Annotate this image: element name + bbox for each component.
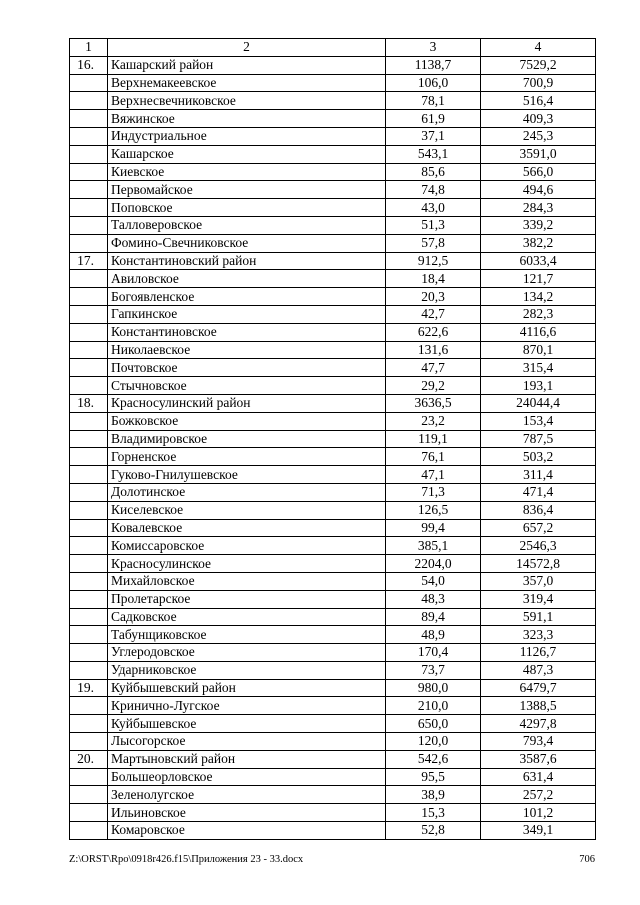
table-row [70, 56, 596, 74]
value-col4-cell: 284,3 [481, 199, 596, 217]
name-cell: Киселевское [108, 501, 386, 519]
value-col4-cell: 494,6 [481, 181, 596, 199]
row-number-cell [70, 234, 108, 252]
table-row [70, 697, 596, 715]
value-col4-cell: 700,9 [481, 74, 596, 92]
row-number-cell [70, 768, 108, 786]
table-row [70, 288, 596, 306]
value-col4-cell: 134,2 [481, 288, 596, 306]
row-number-cell [70, 572, 108, 590]
row-number-cell [70, 377, 108, 395]
table-row [70, 163, 596, 181]
table-row [70, 501, 596, 519]
row-number-cell [70, 448, 108, 466]
row-number-cell [70, 270, 108, 288]
header-cell-4: 4 [481, 39, 596, 57]
value-col4-cell: 787,5 [481, 430, 596, 448]
row-number-cell [70, 590, 108, 608]
name-cell: Первомайское [108, 181, 386, 199]
table-row [70, 199, 596, 217]
table-row [70, 127, 596, 145]
value-col4-cell: 257,2 [481, 786, 596, 804]
name-cell: Красносулинское [108, 555, 386, 573]
value-col4-cell: 793,4 [481, 733, 596, 751]
value-col4-cell: 339,2 [481, 216, 596, 234]
value-col3-cell: 43,0 [386, 199, 481, 217]
table-row [70, 341, 596, 359]
table-row [70, 323, 596, 341]
value-col4-cell: 631,4 [481, 768, 596, 786]
value-col3-cell: 543,1 [386, 145, 481, 163]
name-cell: Поповское [108, 199, 386, 217]
table-row [70, 733, 596, 751]
value-col4-cell: 357,0 [481, 572, 596, 590]
value-col3-cell: 120,0 [386, 733, 481, 751]
value-col3-cell: 23,2 [386, 412, 481, 430]
value-col3-cell: 51,3 [386, 216, 481, 234]
row-number-cell [70, 501, 108, 519]
name-cell: Кашарское [108, 145, 386, 163]
header-cell-1: 1 [70, 39, 108, 57]
row-number-cell [70, 145, 108, 163]
row-number-cell [70, 715, 108, 733]
row-number-cell: 19. [70, 679, 108, 697]
table-row [70, 661, 596, 679]
table-row [70, 679, 596, 697]
name-cell: Куйбышевский район [108, 679, 386, 697]
table-row [70, 216, 596, 234]
name-cell: Углеродовское [108, 644, 386, 662]
name-cell: Пролетарское [108, 590, 386, 608]
value-col3-cell: 73,7 [386, 661, 481, 679]
value-col3-cell: 1138,7 [386, 56, 481, 74]
row-number-cell [70, 537, 108, 555]
value-col3-cell: 650,0 [386, 715, 481, 733]
value-col4-cell: 870,1 [481, 341, 596, 359]
row-number-cell [70, 608, 108, 626]
table-row [70, 394, 596, 412]
value-col3-cell: 170,4 [386, 644, 481, 662]
name-cell: Мартыновский район [108, 750, 386, 768]
value-col4-cell: 193,1 [481, 377, 596, 395]
name-cell: Вяжинское [108, 110, 386, 128]
value-col4-cell: 566,0 [481, 163, 596, 181]
value-col3-cell: 980,0 [386, 679, 481, 697]
value-col3-cell: 89,4 [386, 608, 481, 626]
value-col4-cell: 516,4 [481, 92, 596, 110]
name-cell: Лысогорское [108, 733, 386, 751]
row-number-cell [70, 430, 108, 448]
value-col3-cell: 48,3 [386, 590, 481, 608]
row-number-cell [70, 697, 108, 715]
table-row [70, 626, 596, 644]
row-number-cell [70, 822, 108, 840]
value-col3-cell: 210,0 [386, 697, 481, 715]
name-cell: Михайловское [108, 572, 386, 590]
value-col3-cell: 29,2 [386, 377, 481, 395]
value-col4-cell: 323,3 [481, 626, 596, 644]
value-col3-cell: 52,8 [386, 822, 481, 840]
footer-page-number: 706 [579, 854, 595, 865]
name-cell: Зеленолугское [108, 786, 386, 804]
table-row [70, 181, 596, 199]
row-number-cell [70, 92, 108, 110]
table-row [70, 483, 596, 501]
value-col3-cell: 47,1 [386, 466, 481, 484]
row-number-cell [70, 110, 108, 128]
table-row [70, 145, 596, 163]
value-col3-cell: 3636,5 [386, 394, 481, 412]
table-row [70, 359, 596, 377]
value-col3-cell: 57,8 [386, 234, 481, 252]
value-col4-cell: 7529,2 [481, 56, 596, 74]
row-number-cell [70, 288, 108, 306]
row-number-cell [70, 74, 108, 92]
name-cell: Талловеровское [108, 216, 386, 234]
table-row [70, 555, 596, 573]
table-row [70, 804, 596, 822]
value-col4-cell: 101,2 [481, 804, 596, 822]
row-number-cell [70, 305, 108, 323]
table-row [70, 519, 596, 537]
value-col3-cell: 119,1 [386, 430, 481, 448]
value-col4-cell: 503,2 [481, 448, 596, 466]
name-cell: Гапкинское [108, 305, 386, 323]
row-number-cell [70, 555, 108, 573]
value-col4-cell: 591,1 [481, 608, 596, 626]
table-row [70, 572, 596, 590]
table-row [70, 466, 596, 484]
row-number-cell: 18. [70, 394, 108, 412]
value-col4-cell: 836,4 [481, 501, 596, 519]
value-col3-cell: 126,5 [386, 501, 481, 519]
value-col3-cell: 18,4 [386, 270, 481, 288]
value-col3-cell: 76,1 [386, 448, 481, 466]
value-col3-cell: 912,5 [386, 252, 481, 270]
header-cell-3: 3 [386, 39, 481, 57]
value-col3-cell: 106,0 [386, 74, 481, 92]
name-cell: Стычновское [108, 377, 386, 395]
table-row [70, 74, 596, 92]
table-row [70, 768, 596, 786]
value-col4-cell: 319,4 [481, 590, 596, 608]
header-cell-2: 2 [108, 39, 386, 57]
value-col4-cell: 471,4 [481, 483, 596, 501]
row-number-cell [70, 127, 108, 145]
name-cell: Ударниковское [108, 661, 386, 679]
value-col3-cell: 42,7 [386, 305, 481, 323]
row-number-cell [70, 323, 108, 341]
table-row [70, 234, 596, 252]
value-col4-cell: 1388,5 [481, 697, 596, 715]
name-cell: Куйбышевское [108, 715, 386, 733]
value-col4-cell: 3587,6 [481, 750, 596, 768]
value-col3-cell: 20,3 [386, 288, 481, 306]
row-number-cell [70, 661, 108, 679]
row-number-cell [70, 412, 108, 430]
name-cell: Горненское [108, 448, 386, 466]
name-cell: Кринично-Лугское [108, 697, 386, 715]
value-col3-cell: 48,9 [386, 626, 481, 644]
name-cell: Садковское [108, 608, 386, 626]
value-col4-cell: 2546,3 [481, 537, 596, 555]
value-col3-cell: 131,6 [386, 341, 481, 359]
name-cell: Фомино-Свечниковское [108, 234, 386, 252]
table-row [70, 537, 596, 555]
table-row [70, 110, 596, 128]
value-col3-cell: 71,3 [386, 483, 481, 501]
row-number-cell [70, 163, 108, 181]
table-row [70, 377, 596, 395]
value-col4-cell: 382,2 [481, 234, 596, 252]
row-number-cell: 20. [70, 750, 108, 768]
name-cell: Верхнесвечниковское [108, 92, 386, 110]
name-cell: Киевское [108, 163, 386, 181]
data-table [69, 38, 596, 840]
table-row [70, 252, 596, 270]
value-col4-cell: 6479,7 [481, 679, 596, 697]
row-number-cell [70, 786, 108, 804]
footer-file-path: Z:\ORST\Rpo\0918r426.f15\Приложения 23 - 33.docx [69, 854, 304, 865]
name-cell: Большеорловское [108, 768, 386, 786]
row-number-cell [70, 804, 108, 822]
table-row [70, 305, 596, 323]
value-col3-cell: 85,6 [386, 163, 481, 181]
name-cell: Николаевское [108, 341, 386, 359]
value-col4-cell: 4116,6 [481, 323, 596, 341]
row-number-cell [70, 359, 108, 377]
value-col4-cell: 315,4 [481, 359, 596, 377]
value-col4-cell: 349,1 [481, 822, 596, 840]
row-number-cell [70, 733, 108, 751]
value-col3-cell: 37,1 [386, 127, 481, 145]
value-col3-cell: 78,1 [386, 92, 481, 110]
name-cell: Кашарский район [108, 56, 386, 74]
value-col4-cell: 657,2 [481, 519, 596, 537]
row-number-cell [70, 483, 108, 501]
value-col3-cell: 61,9 [386, 110, 481, 128]
table-row [70, 430, 596, 448]
table-header-row [70, 39, 596, 57]
value-col4-cell: 24044,4 [481, 394, 596, 412]
name-cell: Владимировское [108, 430, 386, 448]
name-cell: Индустриальное [108, 127, 386, 145]
value-col3-cell: 99,4 [386, 519, 481, 537]
name-cell: Константиновский район [108, 252, 386, 270]
name-cell: Ильиновское [108, 804, 386, 822]
value-col3-cell: 2204,0 [386, 555, 481, 573]
value-col4-cell: 1126,7 [481, 644, 596, 662]
row-number-cell: 16. [70, 56, 108, 74]
value-col3-cell: 542,6 [386, 750, 481, 768]
table-row [70, 448, 596, 466]
table-body [70, 39, 596, 840]
value-col4-cell: 121,7 [481, 270, 596, 288]
table-row [70, 412, 596, 430]
table-row [70, 92, 596, 110]
value-col4-cell: 4297,8 [481, 715, 596, 733]
name-cell: Константиновское [108, 323, 386, 341]
row-number-cell [70, 466, 108, 484]
value-col4-cell: 245,3 [481, 127, 596, 145]
row-number-cell [70, 626, 108, 644]
table-row [70, 750, 596, 768]
value-col3-cell: 622,6 [386, 323, 481, 341]
table-row [70, 270, 596, 288]
name-cell: Почтовское [108, 359, 386, 377]
table-row [70, 644, 596, 662]
table-row [70, 608, 596, 626]
value-col4-cell: 153,4 [481, 412, 596, 430]
name-cell: Богоявленское [108, 288, 386, 306]
name-cell: Долотинское [108, 483, 386, 501]
row-number-cell [70, 644, 108, 662]
name-cell: Комаровское [108, 822, 386, 840]
name-cell: Красносулинский район [108, 394, 386, 412]
name-cell: Ковалевское [108, 519, 386, 537]
value-col4-cell: 282,3 [481, 305, 596, 323]
table-row [70, 822, 596, 840]
value-col3-cell: 74,8 [386, 181, 481, 199]
row-number-cell [70, 341, 108, 359]
value-col3-cell: 38,9 [386, 786, 481, 804]
value-col3-cell: 54,0 [386, 572, 481, 590]
row-number-cell: 17. [70, 252, 108, 270]
value-col3-cell: 385,1 [386, 537, 481, 555]
table-row [70, 786, 596, 804]
value-col3-cell: 15,3 [386, 804, 481, 822]
value-col4-cell: 3591,0 [481, 145, 596, 163]
name-cell: Божковское [108, 412, 386, 430]
value-col3-cell: 47,7 [386, 359, 481, 377]
row-number-cell [70, 181, 108, 199]
row-number-cell [70, 199, 108, 217]
name-cell: Табунщиковское [108, 626, 386, 644]
row-number-cell [70, 519, 108, 537]
name-cell: Авиловское [108, 270, 386, 288]
value-col4-cell: 311,4 [481, 466, 596, 484]
value-col4-cell: 409,3 [481, 110, 596, 128]
table-row [70, 590, 596, 608]
value-col4-cell: 487,3 [481, 661, 596, 679]
value-col4-cell: 14572,8 [481, 555, 596, 573]
table-row [70, 715, 596, 733]
value-col3-cell: 95,5 [386, 768, 481, 786]
name-cell: Комиссаровское [108, 537, 386, 555]
name-cell: Гуково-Гнилушевское [108, 466, 386, 484]
row-number-cell [70, 216, 108, 234]
name-cell: Верхнемакеевское [108, 74, 386, 92]
value-col4-cell: 6033,4 [481, 252, 596, 270]
